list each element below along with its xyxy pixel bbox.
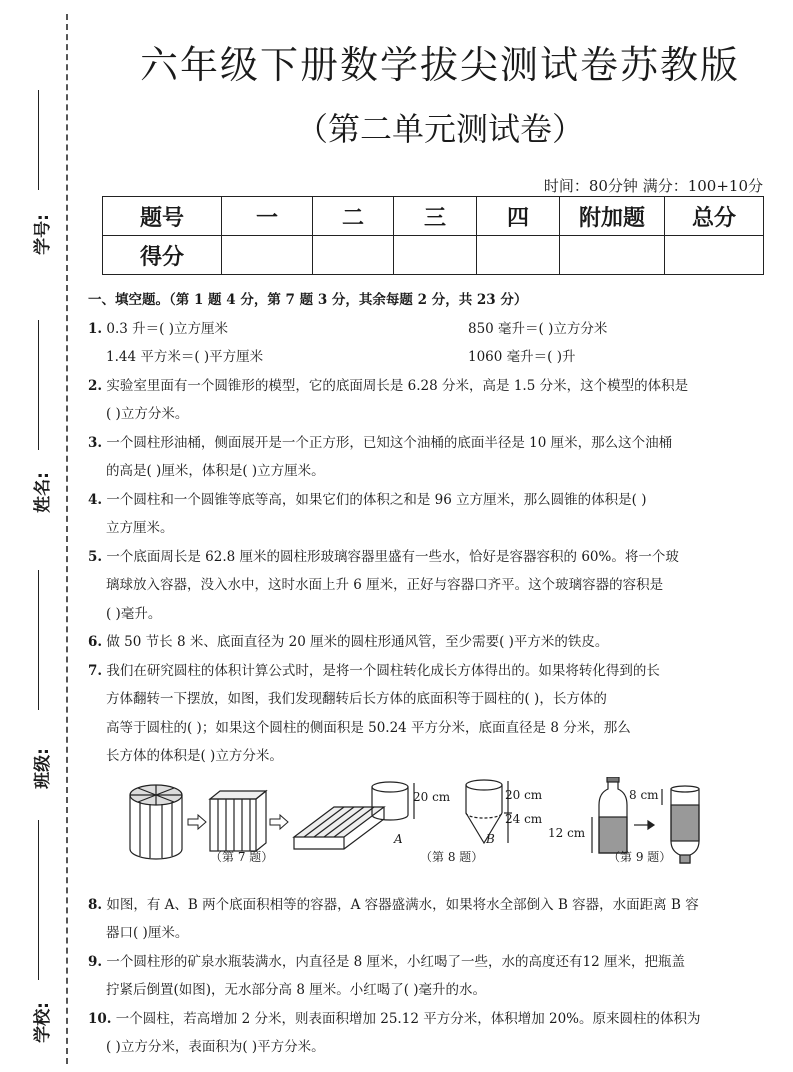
cut-line <box>66 14 68 1064</box>
q1-part-a: 0.3 升＝( )立方厘米 <box>106 320 228 337</box>
q7-text-cont: 长方体的体积是( )立方分米。 <box>106 748 283 764</box>
q6-text: 做 50 节长 8 米、底面直径为 20 厘米的圆柱形通风管，至少需要( )平方米的铁皮。 <box>106 634 609 650</box>
figure-7-caption: （第 7 题） <box>210 849 274 864</box>
question-3 <box>88 429 758 458</box>
container-b-height-1: 20 cm <box>505 787 543 802</box>
question-content <box>88 286 758 1062</box>
name-label: 姓名: <box>32 472 53 513</box>
question-number: 10. <box>88 1010 112 1027</box>
question-7 <box>88 657 758 686</box>
q2-text-cont: ( )立方分米。 <box>106 406 189 422</box>
container-b-height-2: 24 cm <box>505 811 543 826</box>
binding-strip <box>0 0 88 1072</box>
q2-text: 实验室里面有一个圆锥形的模型，它的底面周长是 6.28 分米，高是 1.5 分米，这个模型的体积是 <box>106 377 689 394</box>
q1-part-d: 1060 毫升＝( )升 <box>468 349 576 365</box>
q3-text: 一个圆柱形油桶，侧面展开是一个正方形，已知这个油桶的底面半径是 10 厘米，那么这个油桶 <box>106 434 673 451</box>
score-cell[interactable] <box>665 236 764 275</box>
q5-text: 一个底面周长是 62.8 厘米的圆柱形玻璃容器里盛有一些水，恰好是容器容积的 60%。将一个玻 <box>106 548 679 565</box>
school-blank-line <box>38 820 39 980</box>
q5-text-cont: 璃球放入容器，没入水中，这时水面上升 6 厘米，正好与容器口齐平。这个玻璃容器的容积是 <box>106 577 664 593</box>
figure-8-caption: （第 8 题） <box>420 849 484 864</box>
rectangular-prism-figure <box>210 791 266 851</box>
page-subtitle: （第二单元测试卷） <box>295 110 584 148</box>
page-title: 六年级下册数学拔尖测试卷苏教版 <box>139 43 740 87</box>
container-b-label: B <box>486 831 495 846</box>
score-cell[interactable] <box>477 236 560 275</box>
question-2 <box>88 372 758 401</box>
arrow-icon <box>188 815 206 829</box>
container-a-figure <box>372 782 414 820</box>
score-cell[interactable] <box>560 236 665 275</box>
id-blank-line <box>38 90 39 190</box>
question-8 <box>88 891 758 920</box>
q9-text: 一个圆柱形的矿泉水瓶装满水，内直径是 8 厘米，小红喝了一些，水的高度还有12 厘米，把瓶盖 <box>106 953 686 970</box>
score-col-header: 一 <box>222 197 313 236</box>
question-1 <box>88 315 758 344</box>
figures-row <box>88 777 758 887</box>
question-number: 4. <box>88 491 103 508</box>
q9-text-cont: 拧紧后倒置(如图)，无水部分高 8 厘米。小红喝了( )毫升的水。 <box>106 982 487 998</box>
q5-text-cont: ( )毫升。 <box>106 605 162 622</box>
score-table <box>102 196 764 275</box>
q8-text-cont: 器口( )厘米。 <box>106 925 189 941</box>
score-col-header: 三 <box>394 197 477 236</box>
container-a-height: 20 cm <box>413 789 451 804</box>
bottle-empty-height: 8 cm <box>629 787 659 802</box>
score-table-header-row <box>103 197 764 236</box>
score-col-header: 题号 <box>103 197 222 236</box>
score-cell[interactable] <box>313 236 394 275</box>
q10-text: 一个圆柱，若高增加 2 分米，则表面积增加 25.12 平方分米，体积增加 20%。原来圆柱的体积为 <box>115 1010 701 1027</box>
score-col-header: 四 <box>477 197 560 236</box>
q1-part-b: 850 毫升＝( )立方分米 <box>468 320 608 337</box>
flipped-prism-figure <box>294 807 384 849</box>
q4-text-cont: 立方厘米。 <box>106 520 174 536</box>
school-label: 学校: <box>32 1002 53 1043</box>
question-5 <box>88 543 758 572</box>
question-number: 8. <box>88 896 103 913</box>
q4-text: 一个圆柱和一个圆锥等底等高，如果它们的体积之和是 96 立方厘米，那么圆锥的体积是( ) <box>106 491 647 508</box>
time-score-info: 时间：80分钟 满分：100+10分 <box>543 177 763 195</box>
question-number: 5. <box>88 548 103 565</box>
score-col-header: 总分 <box>665 197 764 236</box>
q7-text: 我们在研究圆柱的体积计算公式时，是将一个圆柱转化成长方体得出的。如果将转化得到的长 <box>106 662 660 679</box>
bottle-upright-figure <box>592 777 627 853</box>
question-10 <box>88 1005 758 1034</box>
q8-text: 如图，有 A、B 两个底面积相等的容器，A 容器盛满水，如果将水全部倒入 B 容器，水面距离 B 容 <box>106 896 699 913</box>
question-9 <box>88 948 758 977</box>
question-number: 3. <box>88 434 103 451</box>
question-6 <box>88 628 758 657</box>
name-blank-line <box>38 320 39 450</box>
q10-text-cont: ( )立方分米，表面积为( )平方分米。 <box>106 1039 325 1055</box>
container-a-label: A <box>394 831 403 846</box>
arrow-icon <box>270 815 288 829</box>
score-row-label: 得分 <box>103 236 222 275</box>
score-col-header: 二 <box>313 197 394 236</box>
question-4 <box>88 486 758 515</box>
arrow-icon <box>634 821 654 829</box>
question-number: 9. <box>88 953 103 970</box>
bottle-water-height: 12 cm <box>548 825 586 840</box>
score-table-score-row <box>103 236 764 275</box>
score-col-header: 附加题 <box>560 197 665 236</box>
q3-text-cont: 的高是( )厘米，体积是( )立方厘米。 <box>106 463 325 479</box>
class-label: 班级: <box>32 748 53 789</box>
figure-9-caption: （第 9 题） <box>608 849 672 864</box>
question-number: 1. <box>88 320 103 337</box>
q1-part-c: 1.44 平方米＝( )平方厘米 <box>106 349 264 365</box>
cylinder-figure <box>130 785 182 859</box>
question-number: 6. <box>88 634 103 650</box>
score-cell[interactable] <box>222 236 313 275</box>
q7-text-cont: 方体翻转一下摆放，如图，我们发现翻转后长方体的底面积等于圆柱的( )，长方体的 <box>106 691 607 707</box>
question-1-row2 <box>88 343 758 372</box>
question-number: 7. <box>88 662 103 679</box>
class-blank-line <box>38 570 39 710</box>
q7-text-cont: 高等于圆柱的( )；如果这个圆柱的侧面积是 50.24 平方分米，底面直径是 8 分米，那么 <box>106 719 631 736</box>
question-number: 2. <box>88 377 103 394</box>
score-cell[interactable] <box>394 236 477 275</box>
student-id-label: 学号: <box>32 214 53 255</box>
section-heading: 一、填空题。（第 1 题 4 分，第 7 题 3 分，其余每题 2 分，共 23 分） <box>88 292 528 308</box>
